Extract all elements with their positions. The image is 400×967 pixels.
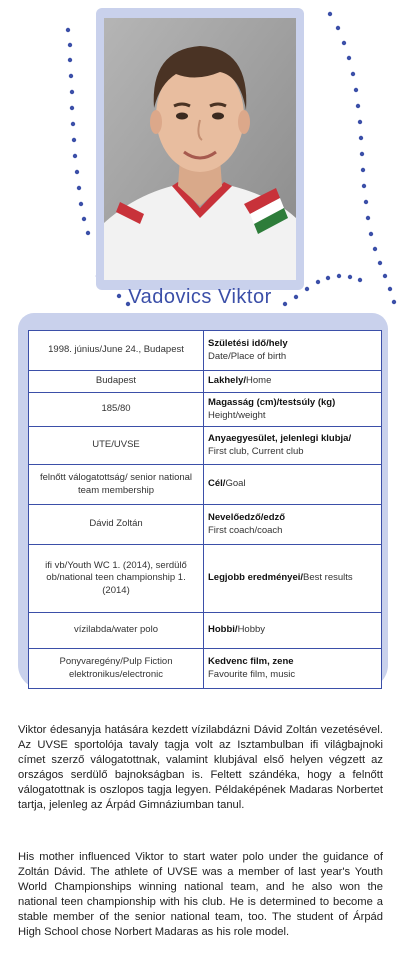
- row-value: ifi vb/Youth WC 1. (2014), serdülő ob/national teen championship 1. (2014): [29, 545, 204, 613]
- photo-frame: [96, 8, 304, 290]
- table-row: [29, 613, 382, 649]
- row-value: Ponyvaregény/Pulp Fiction elektronikus/electronic: [29, 649, 204, 689]
- table-row: [29, 545, 382, 613]
- bio-hungarian: Viktor édesanyja hatására kezdett vízilabdázni Dávid Zoltán vezetésével. Az UVSE sportolója tavaly tagja volt az Isztambulban ifi világbajnoki címet szerző válogatottnak, valamint klubjával első helyen végzett az országos serdülő bajnokságban is. Feltett szándéka, hogy a felnőtt válogatottnak is oszlopos tagja legyen. Példaképének Madaras Norbertet tartja, jelenleg az Árpád Gimnáziumban tanul.: [18, 724, 383, 812]
- table-row: [29, 649, 382, 689]
- row-label: Nevelőedző/edző First coach/coach: [204, 505, 382, 545]
- row-label: Születési idő/hely Date/Place of birth: [204, 331, 382, 371]
- row-label: Kedvenc film, zene Favourite film, music: [204, 649, 382, 689]
- table-row: [29, 427, 382, 465]
- portrait-photo: [104, 18, 296, 280]
- row-label: Legjobb eredményei/Best results: [204, 545, 382, 613]
- table-row: [29, 331, 382, 371]
- row-value: 1998. június/June 24., Budapest: [29, 331, 204, 371]
- profile-table: [28, 330, 382, 689]
- row-value: felnőtt válogatottság/ senior national team membership: [29, 465, 204, 505]
- row-label: Anyaegyesület, jelenlegi klubja/ First club, Current club: [204, 427, 382, 465]
- table-row: [29, 505, 382, 545]
- table-row: [29, 393, 382, 427]
- row-label: Magasság (cm)/testsúly (kg) Height/weight: [204, 393, 382, 427]
- row-label: Cél/Goal: [204, 465, 382, 505]
- row-value: Budapest: [29, 371, 204, 393]
- table-row: [29, 371, 382, 393]
- row-value: 185/80: [29, 393, 204, 427]
- table-row: [29, 465, 382, 505]
- row-value: vízilabda/water polo: [29, 613, 204, 649]
- athlete-name: Vadovics Viktor: [128, 286, 272, 308]
- bio-english: His mother influenced Viktor to start water polo under the guidance of Zoltán Dávid. The athlete of UVSE was a member of last year's Youth World Championships winning national team, and he also won the national teen championship with his club. He is determined to become a stable member of the senior national team, too. The student of Árpád High School chose Norbert Madaras as his role model.: [18, 851, 383, 939]
- row-value: Dávid Zoltán: [29, 505, 204, 545]
- row-label: Hobbi/Hobby: [204, 613, 382, 649]
- row-label: Lakhely/Home: [204, 371, 382, 393]
- row-value: UTE/UVSE: [29, 427, 204, 465]
